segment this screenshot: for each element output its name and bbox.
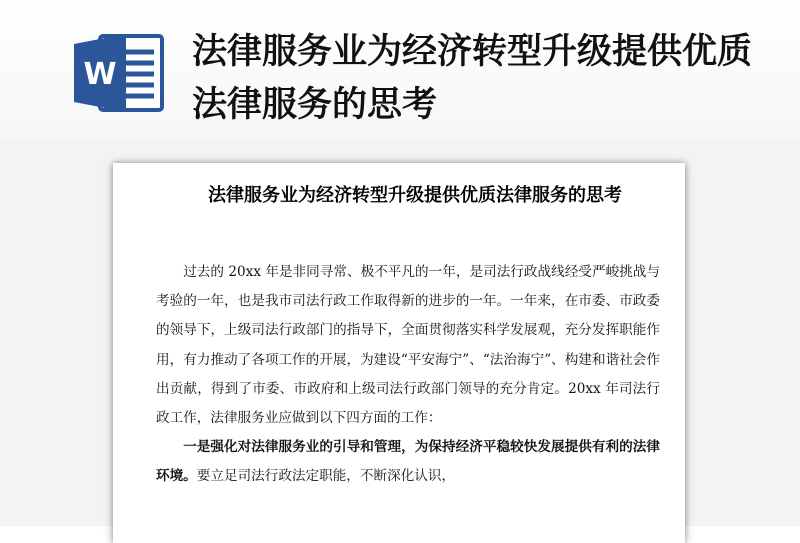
document-body — [156, 258, 660, 492]
word-document-icon — [70, 30, 168, 114]
page-title: 法律服务业为经济转型升级提供优质法律服务的思考 — [192, 32, 753, 125]
document-paragraph-point-one — [156, 433, 660, 491]
word-letter: W — [83, 57, 117, 92]
document-title: 法律服务业为经济转型升级提供优质法律服务的思考 — [208, 185, 622, 206]
document-paragraph: 过去的 20xx 年是非同寻常、极不平凡的一年，是司法行政战线经受严峻挑战与考验的一年，也是我市司法行政工作取得新的进步的一年。一年来，在市委、市政委的领导下，上级司法行政部门的指导下，全面贯彻落实科学发展观，充分发挥职能作用，有力推动了各项工作的开展，为建设“平安海宁”、“法治海宁”、构建和谐社会作出贡献，得到了市委、市政府和上级司法行政部门领导的充分肯定。20xx 年司法行政工作，法律服务业应做到以下四方面的工作： — [156, 264, 660, 427]
point-one-lead: 一是强化对法律服务业的引导和管理，为保持经济平稳较快发展提供有利的法律环境。 — [156, 439, 660, 485]
point-one-text: 要立足司法行政法定职能，不断深化认识， — [196, 468, 456, 485]
